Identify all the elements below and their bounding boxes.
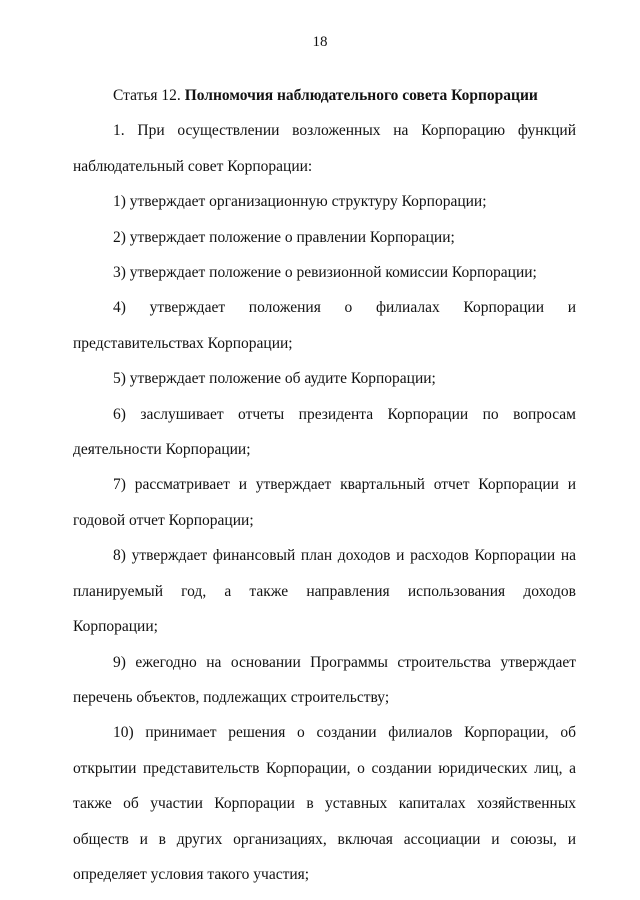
list-item-10: 10) принимает решения о создании филиалов Корпорации, об открытии представительств Корпорации, о создании юридических лиц, а также об участии Корпорации в уставных капиталах хозяйственных обществ и в других организациях, включая ассоциации и союзы, и определяет условия такого участия; bbox=[73, 724, 576, 883]
page-number: 18 bbox=[312, 34, 328, 50]
list-item-1: 1) утверждает организационную структуру Корпорации; bbox=[113, 193, 487, 211]
list-item-5: 5) утверждает положение об аудите Корпорации; bbox=[113, 370, 436, 388]
document-body bbox=[73, 78, 576, 892]
paragraph-intro: 1. При осуществлении возложенных на Корпорацию функций наблюдательный совет Корпорации: bbox=[73, 122, 576, 175]
list-item-8: 8) утверждает финансовый план доходов и расходов Корпорации на планируемый год, а также направления использования доходов Корпорации; bbox=[73, 547, 576, 636]
list-item-9: 9) ежегодно на основании Программы строительства утверждает перечень объектов, подлежащих строительству; bbox=[73, 653, 576, 706]
article-title: Полномочия наблюдательного совета Корпорации bbox=[184, 87, 538, 104]
list-item-3: 3) утверждает положение о ревизионной комиссии Корпорации; bbox=[113, 264, 537, 282]
list-item-2: 2) утверждает положение о правлении Корпорации; bbox=[113, 228, 455, 246]
list-item-6: 6) заслушивает отчеты президента Корпорации по вопросам деятельности Корпорации; bbox=[73, 405, 576, 459]
article-prefix: Статья 12. bbox=[113, 87, 181, 104]
list-item-4: 4) утверждает положения о филиалах Корпорации и представительствах Корпорации; bbox=[73, 299, 576, 352]
article-heading bbox=[73, 78, 576, 113]
list-item-7: 7) рассматривает и утверждает квартальный отчет Корпорации и годовой отчет Корпорации; bbox=[73, 476, 576, 529]
